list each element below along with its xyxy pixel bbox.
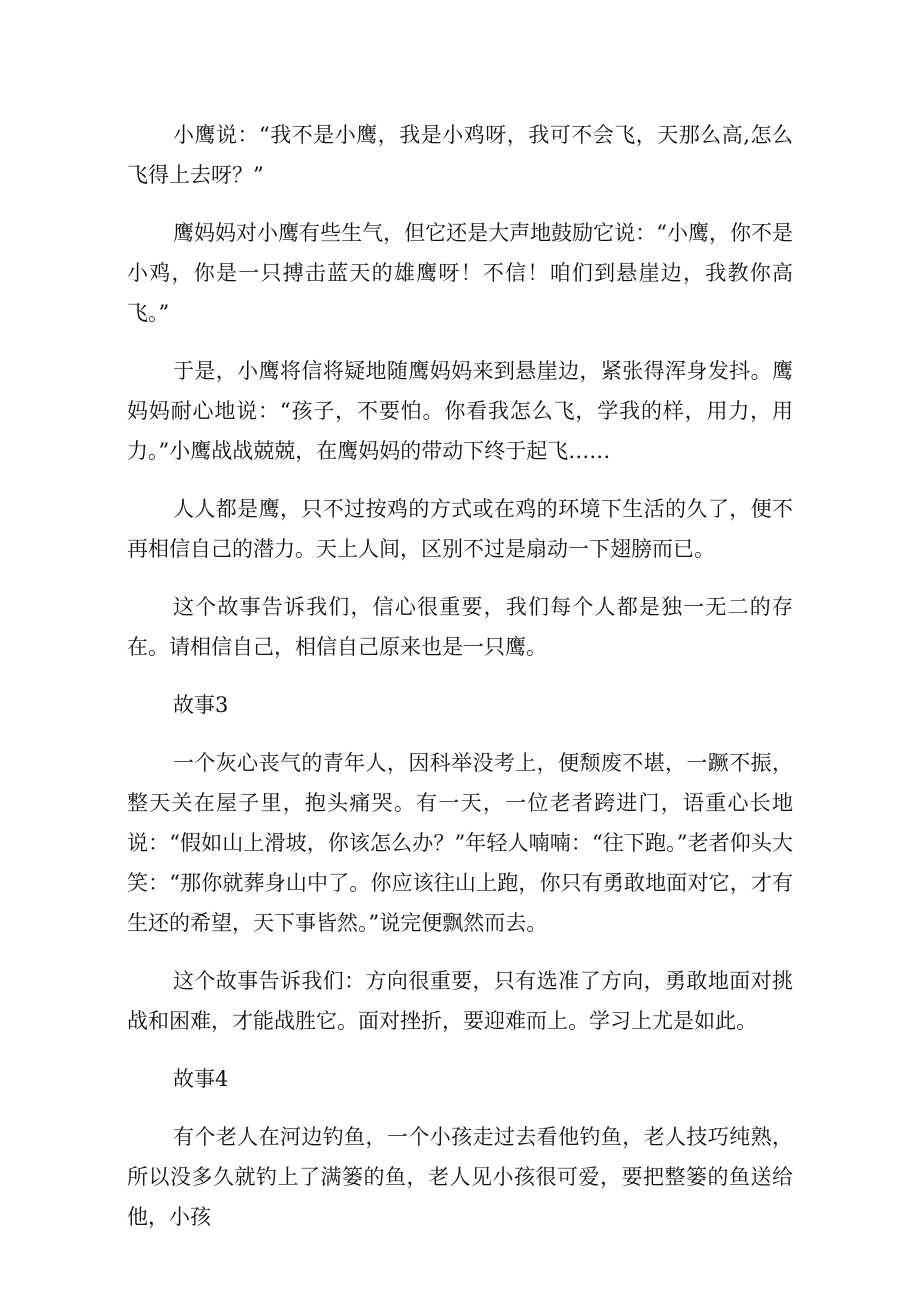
story-heading: 故事4 (173, 1067, 229, 1091)
story-heading: 故事3 (173, 693, 229, 717)
document-page (127, 115, 793, 1237)
paragraph: 有个老人在河边钓鱼，一个小孩走过去看他钓鱼，老人技巧纯熟，所以没多久就钓上了满篓的鱼，老人见小孩很可爱，要把整篓的鱼送给他，小孩 (127, 1125, 793, 1229)
paragraph: 一个灰心丧气的青年人，因科举没考上，便颓废不堪，一蹶不振，整天关在屋子里，抱头痛哭。有一天，一位老者跨进门，语重心长地说：“假如山上滑坡，你该怎么办？”年轻人喃喃：“往下跑。”老者仰头大笑：“那你就葬身山中了。你应该往山上跑，你只有勇敢地面对它，才有生还的希望，天下事皆然。”说完便飘然而去。 (127, 751, 793, 935)
paragraph: 这个故事告诉我们，信心很重要，我们每个人都是独一无二的存在。请相信自己，相信自己原来也是一只鹰。 (127, 595, 793, 659)
paragraph: 于是，小鹰将信将疑地随鹰妈妈来到悬崖边，紧张得浑身发抖。鹰妈妈耐心地说：“孩子，不要怕。你看我怎么飞，学我的样，用力，用力。”小鹰战战兢兢，在鹰妈妈的带动下终于起飞…… (127, 359, 793, 463)
paragraph: 人人都是鹰，只不过按鸡的方式或在鸡的环境下生活的久了，便不再相信自己的潜力。天上人间，区别不过是扇动一下翅膀而已。 (127, 497, 793, 561)
paragraph: 鹰妈妈对小鹰有些生气，但它还是大声地鼓励它说：“小鹰，你不是小鸡，你是一只搏击蓝天的雄鹰呀！不信！咱们到悬崖边，我教你高飞。” (127, 221, 793, 325)
paragraph: 小鹰说：“我不是小鹰，我是小鸡呀，我可不会飞，天那么高,怎么飞得上去呀？” (127, 123, 793, 187)
paragraph: 这个故事告诉我们：方向很重要，只有选准了方向，勇敢地面对挑战和困难，才能战胜它。面对挫折，要迎难而上。学习上尤是如此。 (127, 969, 793, 1033)
